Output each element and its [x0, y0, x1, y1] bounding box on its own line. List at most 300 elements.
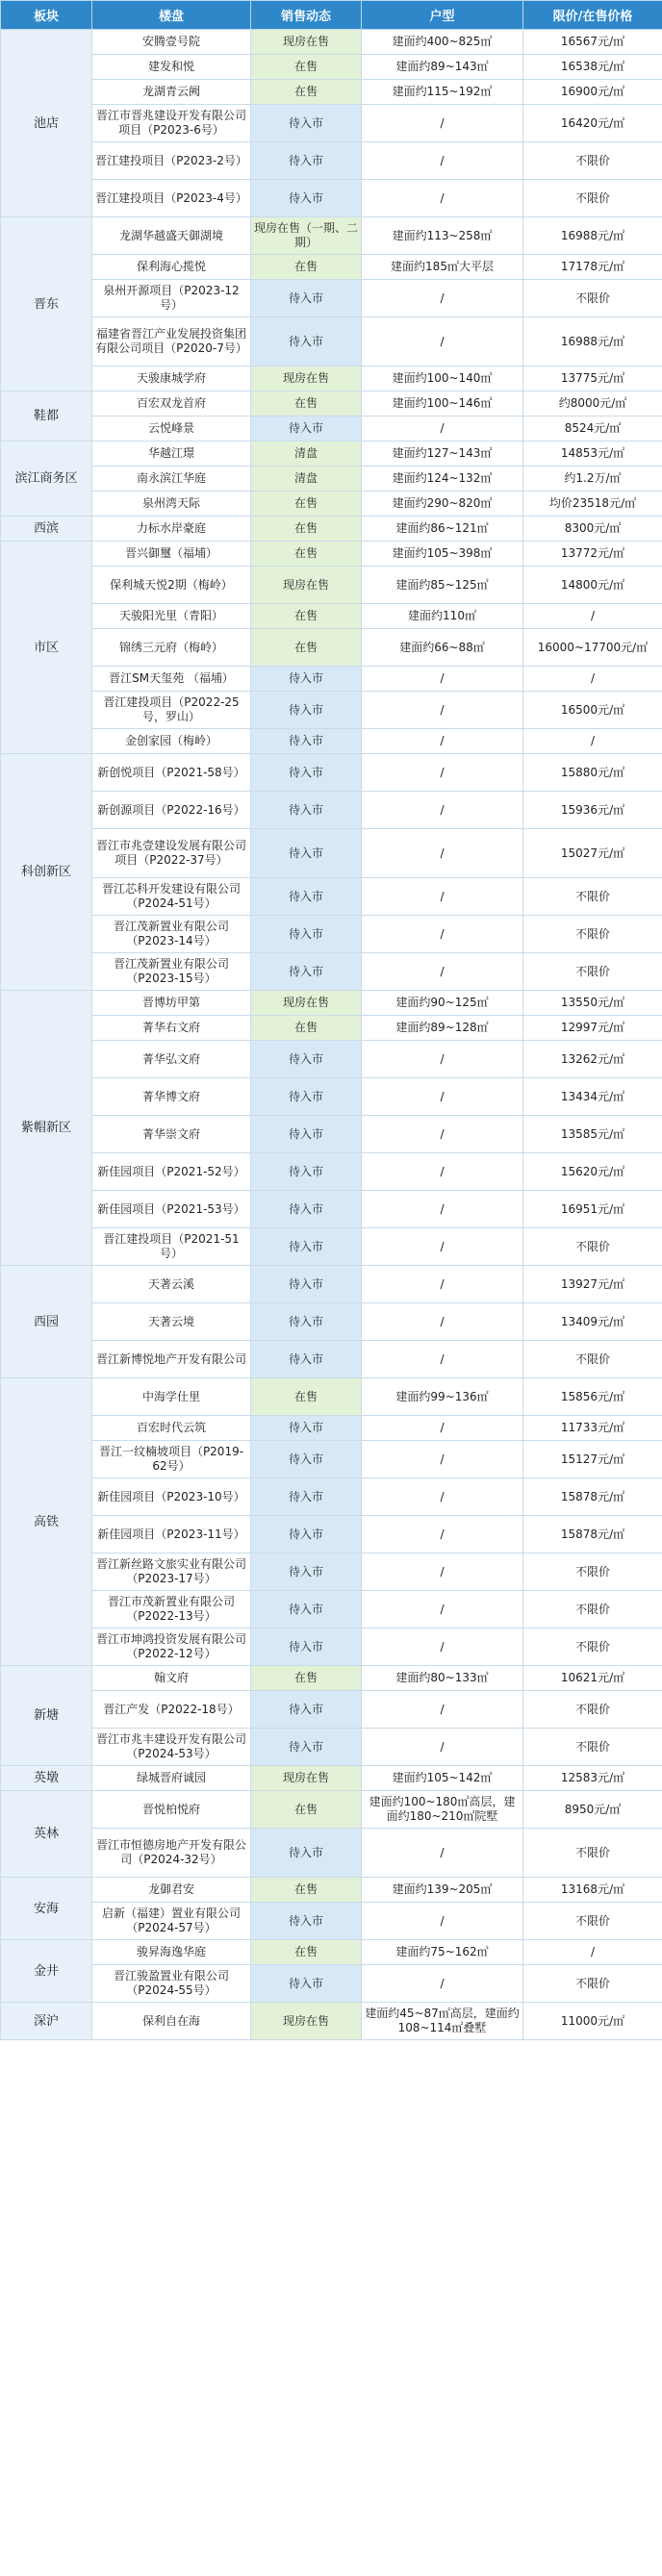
project-name-cell: 晋江新博悦地产开发有限公司	[92, 1341, 251, 1378]
price-cell: 8950元/㎡	[523, 1791, 662, 1829]
project-name-cell: 启新（福建）置业有限公司（P2024-57号）	[92, 1903, 251, 1940]
project-name-cell: 云悦峰景	[92, 417, 251, 442]
status-cell: 待入市	[251, 142, 362, 180]
price-cell: 16420元/㎡	[523, 105, 662, 142]
price-cell: 14853元/㎡	[523, 442, 662, 467]
table-row	[1, 1116, 662, 1153]
table-body	[1, 30, 662, 2040]
price-cell: 12997元/㎡	[523, 1016, 662, 1041]
project-name-cell: 晋江建投项目（P2021-51号）	[92, 1228, 251, 1266]
status-cell: 待入市	[251, 1303, 362, 1341]
layout-cell: /	[362, 1041, 523, 1078]
district-cell: 滨江商务区	[1, 442, 92, 517]
layout-cell: /	[362, 105, 523, 142]
table-row	[1, 567, 662, 604]
header-price: 限价/在售价格	[523, 1, 662, 30]
layout-cell: 建面约139~205㎡	[362, 1878, 523, 1903]
table-row	[1, 953, 662, 991]
project-name-cell: 菁华右文府	[92, 1016, 251, 1041]
project-name-cell: 晋江骏盈置业有限公司（P2024-55号）	[92, 1965, 251, 2003]
project-name-cell: 新创源项目（P2022-16号）	[92, 792, 251, 829]
project-name-cell: 菁华博文府	[92, 1078, 251, 1116]
layout-cell: /	[362, 1228, 523, 1266]
layout-cell: /	[362, 1729, 523, 1766]
project-name-cell: 龙湖华越盛天御湖境	[92, 217, 251, 255]
status-cell: 待入市	[251, 1553, 362, 1591]
project-name-cell: 百宏双龙首府	[92, 391, 251, 417]
table-row	[1, 1303, 662, 1341]
table-row	[1, 878, 662, 916]
table-row	[1, 1378, 662, 1416]
layout-cell: /	[362, 878, 523, 916]
status-cell: 在售	[251, 55, 362, 80]
status-cell: 待入市	[251, 317, 362, 366]
table-row	[1, 1016, 662, 1041]
layout-cell: 建面约86~121㎡	[362, 517, 523, 542]
project-name-cell: 晋江新丝路文旅实业有限公司（P2023-17号）	[92, 1553, 251, 1591]
header-project: 楼盘	[92, 1, 251, 30]
status-cell: 待入市	[251, 1691, 362, 1729]
status-cell: 待入市	[251, 1228, 362, 1266]
table-row	[1, 366, 662, 391]
price-cell: 不限价	[523, 1829, 662, 1878]
project-name-cell: 晋江一纹楠坡项目（P2019-62号）	[92, 1441, 251, 1478]
price-cell: 13262元/㎡	[523, 1041, 662, 1078]
project-name-cell: 保利海心揽悦	[92, 255, 251, 280]
layout-cell: 建面约100~180㎡高层，建面约180~210㎡院墅	[362, 1791, 523, 1829]
status-cell: 待入市	[251, 729, 362, 754]
status-cell: 待入市	[251, 1729, 362, 1766]
price-cell: 13168元/㎡	[523, 1878, 662, 1903]
status-cell: 待入市	[251, 1078, 362, 1116]
layout-cell: /	[362, 1341, 523, 1378]
layout-cell: /	[362, 953, 523, 991]
district-cell: 鞋都	[1, 391, 92, 442]
project-name-cell: 晋兴御璽（福埔）	[92, 542, 251, 567]
price-cell: 不限价	[523, 1341, 662, 1378]
table-row	[1, 80, 662, 105]
table-row	[1, 1629, 662, 1666]
status-cell: 待入市	[251, 1041, 362, 1078]
header-status: 销售动态	[251, 1, 362, 30]
status-cell: 待入市	[251, 829, 362, 878]
layout-cell: /	[362, 792, 523, 829]
price-cell: 13772元/㎡	[523, 542, 662, 567]
price-cell: 15856元/㎡	[523, 1378, 662, 1416]
status-cell: 在售	[251, 542, 362, 567]
layout-cell: 建面约290~820㎡	[362, 492, 523, 517]
layout-cell: /	[362, 417, 523, 442]
district-cell: 英墩	[1, 1766, 92, 1791]
status-cell: 在售	[251, 604, 362, 629]
price-cell: 16538元/㎡	[523, 55, 662, 80]
layout-cell: 建面约85~125㎡	[362, 567, 523, 604]
header-layout: 户型	[362, 1, 523, 30]
table-row	[1, 1153, 662, 1191]
project-name-cell: 骏昇海逸华庭	[92, 1940, 251, 1965]
price-cell: 不限价	[523, 1965, 662, 2003]
layout-cell: /	[362, 1441, 523, 1478]
layout-cell: 建面约127~143㎡	[362, 442, 523, 467]
project-name-cell: 保利自在海	[92, 2003, 251, 2040]
district-cell: 安海	[1, 1878, 92, 1940]
layout-cell: 建面约113~258㎡	[362, 217, 523, 255]
table-row	[1, 916, 662, 953]
price-cell: 13927元/㎡	[523, 1266, 662, 1303]
table-row	[1, 1766, 662, 1791]
table-row	[1, 2003, 662, 2040]
price-cell: 15880元/㎡	[523, 754, 662, 792]
layout-cell: /	[362, 829, 523, 878]
layout-cell: 建面约115~192㎡	[362, 80, 523, 105]
header-row	[1, 1, 662, 30]
district-cell: 西园	[1, 1266, 92, 1378]
price-cell: 不限价	[523, 953, 662, 991]
status-cell: 待入市	[251, 1629, 362, 1666]
table-row	[1, 604, 662, 629]
table-row	[1, 492, 662, 517]
table-row	[1, 1266, 662, 1303]
status-cell: 待入市	[251, 1591, 362, 1629]
table-row	[1, 1940, 662, 1965]
project-name-cell: 晋博坊甲第	[92, 991, 251, 1016]
layout-cell: /	[362, 1303, 523, 1341]
project-name-cell: 力标水岸豪庭	[92, 517, 251, 542]
table-row	[1, 792, 662, 829]
status-cell: 待入市	[251, 667, 362, 692]
project-name-cell: 晋悦柏悦府	[92, 1791, 251, 1829]
status-cell: 现房在售	[251, 1766, 362, 1791]
table-row	[1, 105, 662, 142]
project-name-cell: 晋江产发（P2022-18号）	[92, 1691, 251, 1729]
layout-cell: 建面约105~142㎡	[362, 1766, 523, 1791]
table-row	[1, 1191, 662, 1228]
status-cell: 清盘	[251, 467, 362, 492]
price-cell: 16567元/㎡	[523, 30, 662, 55]
status-cell: 现房在售	[251, 30, 362, 55]
table-row	[1, 991, 662, 1016]
project-name-cell: 晋江SM天玺苑 （福埔）	[92, 667, 251, 692]
status-cell: 在售	[251, 1666, 362, 1691]
project-name-cell: 天著云境	[92, 1303, 251, 1341]
status-cell: 在售	[251, 629, 362, 667]
status-cell: 待入市	[251, 1153, 362, 1191]
district-cell: 晋东	[1, 217, 92, 391]
table-row	[1, 829, 662, 878]
table-row	[1, 1441, 662, 1478]
district-cell: 市区	[1, 542, 92, 754]
district-cell: 高铁	[1, 1378, 92, 1666]
status-cell: 待入市	[251, 180, 362, 217]
status-cell: 待入市	[251, 1266, 362, 1303]
table-row	[1, 1078, 662, 1116]
layout-cell: /	[362, 1078, 523, 1116]
price-cell: 不限价	[523, 180, 662, 217]
price-cell: 15878元/㎡	[523, 1516, 662, 1553]
status-cell: 在售	[251, 255, 362, 280]
project-name-cell: 百宏时代云筑	[92, 1416, 251, 1441]
project-name-cell: 华越江璟	[92, 442, 251, 467]
price-cell: 13775元/㎡	[523, 366, 662, 391]
status-cell: 在售	[251, 1940, 362, 1965]
project-name-cell: 新佳园项目（P2021-53号）	[92, 1191, 251, 1228]
price-cell: 不限价	[523, 1691, 662, 1729]
layout-cell: 建面约75~162㎡	[362, 1940, 523, 1965]
price-cell: 16900元/㎡	[523, 80, 662, 105]
table-row	[1, 729, 662, 754]
layout-cell: /	[362, 1591, 523, 1629]
layout-cell: /	[362, 280, 523, 317]
table-row	[1, 517, 662, 542]
price-cell: 不限价	[523, 1629, 662, 1666]
status-cell: 现房在售	[251, 2003, 362, 2040]
district-cell: 池店	[1, 30, 92, 217]
project-name-cell: 翰文府	[92, 1666, 251, 1691]
table-row	[1, 180, 662, 217]
price-cell: 12583元/㎡	[523, 1766, 662, 1791]
price-cell: 15936元/㎡	[523, 792, 662, 829]
table-row	[1, 1416, 662, 1441]
layout-cell: /	[362, 1691, 523, 1729]
table-row	[1, 1591, 662, 1629]
status-cell: 待入市	[251, 916, 362, 953]
price-cell: 不限价	[523, 142, 662, 180]
layout-cell: /	[362, 1153, 523, 1191]
status-cell: 在售	[251, 517, 362, 542]
layout-cell: 建面约80~133㎡	[362, 1666, 523, 1691]
table-row	[1, 142, 662, 180]
layout-cell: /	[362, 692, 523, 729]
layout-cell: /	[362, 317, 523, 366]
district-cell: 西滨	[1, 517, 92, 542]
project-name-cell: 保利城天悦2期（梅岭）	[92, 567, 251, 604]
price-cell: 不限价	[523, 1228, 662, 1266]
layout-cell: 建面约99~136㎡	[362, 1378, 523, 1416]
project-name-cell: 晋江市兆丰建设开发有限公司（P2024-53号）	[92, 1729, 251, 1766]
price-cell: 16500元/㎡	[523, 692, 662, 729]
district-cell: 科创新区	[1, 754, 92, 991]
status-cell: 待入市	[251, 105, 362, 142]
project-name-cell: 天著云溪	[92, 1266, 251, 1303]
table-row	[1, 391, 662, 417]
price-cell: 不限价	[523, 916, 662, 953]
price-cell: 13409元/㎡	[523, 1303, 662, 1341]
table-row	[1, 255, 662, 280]
layout-cell: /	[362, 180, 523, 217]
status-cell: 现房在售	[251, 567, 362, 604]
project-name-cell: 天骏康城学府	[92, 366, 251, 391]
table-row	[1, 1903, 662, 1940]
price-cell: 15127元/㎡	[523, 1441, 662, 1478]
project-name-cell: 绿城晋府诚园	[92, 1766, 251, 1791]
project-name-cell: 福建省晋江产业发展投资集团有限公司项目（P2020-7号）	[92, 317, 251, 366]
project-name-cell: 新佳园项目（P2021-52号）	[92, 1153, 251, 1191]
project-name-cell: 晋江建投项目（P2022-25号，罗山）	[92, 692, 251, 729]
layout-cell: 建面约110㎡	[362, 604, 523, 629]
status-cell: 现房在售（一期、二期）	[251, 217, 362, 255]
project-name-cell: 晋江市恒德房地产开发有限公司（P2024-32号）	[92, 1829, 251, 1878]
project-name-cell: 晋江建投项目（P2023-2号）	[92, 142, 251, 180]
layout-cell: /	[362, 1629, 523, 1666]
table-row	[1, 1516, 662, 1553]
table-row	[1, 1729, 662, 1766]
status-cell: 待入市	[251, 953, 362, 991]
price-cell: 不限价	[523, 1553, 662, 1591]
project-name-cell: 晋江市茂新置业有限公司（P2022-13号）	[92, 1591, 251, 1629]
price-cell: 15878元/㎡	[523, 1478, 662, 1516]
status-cell: 在售	[251, 492, 362, 517]
table-row	[1, 1041, 662, 1078]
status-cell: 待入市	[251, 417, 362, 442]
project-name-cell: 晋江建投项目（P2023-4号）	[92, 180, 251, 217]
table-row	[1, 1666, 662, 1691]
price-cell: 16951元/㎡	[523, 1191, 662, 1228]
layout-cell: /	[362, 1266, 523, 1303]
status-cell: 待入市	[251, 1903, 362, 1940]
layout-cell: /	[362, 1829, 523, 1878]
table-row	[1, 467, 662, 492]
layout-cell: /	[362, 916, 523, 953]
layout-cell: 建面约100~140㎡	[362, 366, 523, 391]
layout-cell: 建面约400~825㎡	[362, 30, 523, 55]
status-cell: 现房在售	[251, 991, 362, 1016]
table-row	[1, 1878, 662, 1903]
project-name-cell: 晋江芯科开发建设有限公司（P2024-51号）	[92, 878, 251, 916]
district-cell: 新塘	[1, 1666, 92, 1766]
layout-cell: 建面约100~146㎡	[362, 391, 523, 417]
project-name-cell: 天骏阳光里（青阳）	[92, 604, 251, 629]
price-cell: 不限价	[523, 878, 662, 916]
price-cell: 约1.2万/㎡	[523, 467, 662, 492]
status-cell: 在售	[251, 1016, 362, 1041]
project-name-cell: 金创家园（梅岭）	[92, 729, 251, 754]
price-cell: 8300元/㎡	[523, 517, 662, 542]
layout-cell: /	[362, 1116, 523, 1153]
layout-cell: 建面约185㎡大平层	[362, 255, 523, 280]
layout-cell: 建面约90~125㎡	[362, 991, 523, 1016]
price-cell: 8524元/㎡	[523, 417, 662, 442]
table-row	[1, 1478, 662, 1516]
layout-cell: /	[362, 729, 523, 754]
status-cell: 待入市	[251, 754, 362, 792]
price-cell: /	[523, 667, 662, 692]
price-cell: 不限价	[523, 1729, 662, 1766]
project-name-cell: 晋江市坤鸿投资发展有限公司（P2022-12号）	[92, 1629, 251, 1666]
layout-cell: /	[362, 1191, 523, 1228]
price-cell: 不限价	[523, 280, 662, 317]
table-row	[1, 30, 662, 55]
price-cell: 13550元/㎡	[523, 991, 662, 1016]
layout-cell: /	[362, 142, 523, 180]
project-name-cell: 泉州湾天际	[92, 492, 251, 517]
status-cell: 待入市	[251, 878, 362, 916]
price-cell: 约8000元/㎡	[523, 391, 662, 417]
status-cell: 在售	[251, 1878, 362, 1903]
table-row	[1, 217, 662, 255]
table-row	[1, 417, 662, 442]
layout-cell: /	[362, 1516, 523, 1553]
status-cell: 待入市	[251, 1441, 362, 1478]
project-name-cell: 菁华崇文府	[92, 1116, 251, 1153]
layout-cell: 建面约89~128㎡	[362, 1016, 523, 1041]
table-row	[1, 1553, 662, 1591]
district-cell: 金井	[1, 1940, 92, 2003]
table-row	[1, 280, 662, 317]
table-row	[1, 1829, 662, 1878]
status-cell: 清盘	[251, 442, 362, 467]
table-row	[1, 1791, 662, 1829]
price-cell: /	[523, 604, 662, 629]
project-name-cell: 龙御君安	[92, 1878, 251, 1903]
table-row	[1, 629, 662, 667]
layout-cell: 建面约66~88㎡	[362, 629, 523, 667]
table-row	[1, 754, 662, 792]
project-name-cell: 安腾壹号院	[92, 30, 251, 55]
status-cell: 在售	[251, 391, 362, 417]
price-cell: /	[523, 1940, 662, 1965]
table-row	[1, 317, 662, 366]
table-row	[1, 542, 662, 567]
table-row	[1, 692, 662, 729]
layout-cell: 建面约105~398㎡	[362, 542, 523, 567]
status-cell: 待入市	[251, 280, 362, 317]
table-row	[1, 1965, 662, 2003]
status-cell: 待入市	[251, 1116, 362, 1153]
price-cell: 13434元/㎡	[523, 1078, 662, 1116]
price-cell: 不限价	[523, 1591, 662, 1629]
status-cell: 现房在售	[251, 366, 362, 391]
price-cell: 15027元/㎡	[523, 829, 662, 878]
status-cell: 待入市	[251, 1341, 362, 1378]
status-cell: 待入市	[251, 1416, 362, 1441]
status-cell: 待入市	[251, 1965, 362, 2003]
project-name-cell: 晋江茂新置业有限公司（P2023-15号）	[92, 953, 251, 991]
layout-cell: /	[362, 1903, 523, 1940]
layout-cell: /	[362, 1553, 523, 1591]
project-name-cell: 南永滨江华庭	[92, 467, 251, 492]
price-cell: 不限价	[523, 1903, 662, 1940]
project-name-cell: 晋江茂新置业有限公司（P2023-14号）	[92, 916, 251, 953]
status-cell: 待入市	[251, 792, 362, 829]
project-name-cell: 新佳园项目（P2023-11号）	[92, 1516, 251, 1553]
table-row	[1, 55, 662, 80]
district-cell: 紫帽新区	[1, 991, 92, 1266]
price-cell: 16988元/㎡	[523, 317, 662, 366]
layout-cell: /	[362, 667, 523, 692]
layout-cell: 建面约124~132㎡	[362, 467, 523, 492]
project-name-cell: 晋江市兆壹建设发展有限公司项目（P2022-37号）	[92, 829, 251, 878]
status-cell: 在售	[251, 1791, 362, 1829]
status-cell: 待入市	[251, 1191, 362, 1228]
price-cell: 17178元/㎡	[523, 255, 662, 280]
project-name-cell: 晋江市晋兆建设开发有限公司项目（P2023-6号）	[92, 105, 251, 142]
price-cell: /	[523, 729, 662, 754]
price-cell: 均价23518元/㎡	[523, 492, 662, 517]
header-district: 板块	[1, 1, 92, 30]
project-name-cell: 菁华弘文府	[92, 1041, 251, 1078]
project-name-cell: 建发和悦	[92, 55, 251, 80]
layout-cell: 建面约89~143㎡	[362, 55, 523, 80]
table-row	[1, 1341, 662, 1378]
table-row	[1, 1691, 662, 1729]
status-cell: 待入市	[251, 692, 362, 729]
table-row	[1, 1228, 662, 1266]
price-cell: 16000~17700元/㎡	[523, 629, 662, 667]
table-row	[1, 667, 662, 692]
table-row	[1, 442, 662, 467]
project-name-cell: 中海学仕里	[92, 1378, 251, 1416]
district-cell: 英林	[1, 1791, 92, 1878]
